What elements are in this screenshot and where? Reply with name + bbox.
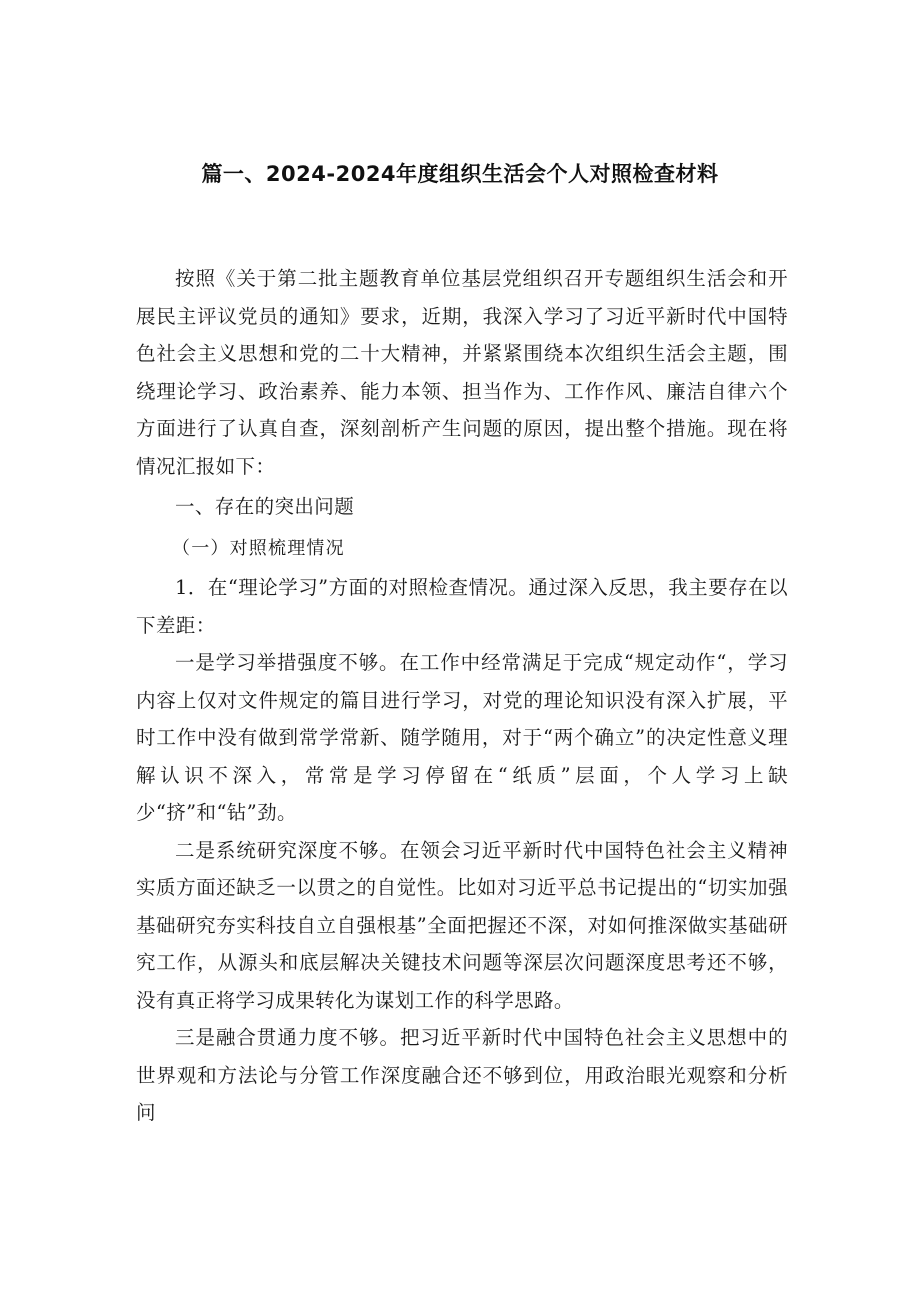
point-learning-intensity: 一是学习举措强度不够。在工作中经常满足于完成“规定动作“，学习内容上仅对文件规定的篇目进行学习，对党的理论知识没有深入扩展，平时工作中没有做到常学常新、随学随用，对于“两个确立”的决定性意义理解认识不深入，常常是学习停留在“纸质”层面，个人学习上缺少“挤”和“钻”劲。 [136, 651, 788, 824]
subsection-heading-review: （一）对照梳理情况 [172, 538, 345, 559]
document-title: 篇一、2024-2024年度组织生活会个人对照检查材料 [201, 162, 719, 186]
point-integration-strength: 三是融合贯通力度不够。把习近平新时代中国特色社会主义思想中的世界观和方法论与分管工作深度融合还不够到位，用政治眼光观察和分析问 [136, 1026, 788, 1124]
item-theory-study: 1．在“理论学习”方面的对照检查情况。通过深入反思，我主要存在以下差距： [136, 576, 788, 637]
document-body [136, 260, 788, 1132]
section-heading-problems: 一、存在的突出问题 [175, 495, 355, 518]
point-research-depth: 二是系统研究深度不够。在领会习近平新时代中国特色社会主义精神实质方面还缺乏一以贯之的自觉性。比如对习近平总书记提出的“切实加强基础研究夯实科技自立自强根基”全面把握还不深，对如何推深做实基础研究工作，从源头和底层解决关键技术问题等深层次问题深度思考还不够，没有真正将学习成果转化为谋划工作的科学思路。 [136, 838, 788, 1012]
intro-paragraph: 按照《关于第二批主题教育单位基层党组织召开专题组织生活会和开展民主评议党员的通知》要求，近期，我深入学习了习近平新时代中国特色社会主义思想和党的二十大精神，并紧紧围绕本次组织生活会主题，围绕理论学习、政治素养、能力本领、担当作为、工作作风、廉洁自律六个方面进行了认真自查，深刻剖析产生问题的原因，提出整个措施。现在将情况汇报如下： [136, 267, 788, 478]
